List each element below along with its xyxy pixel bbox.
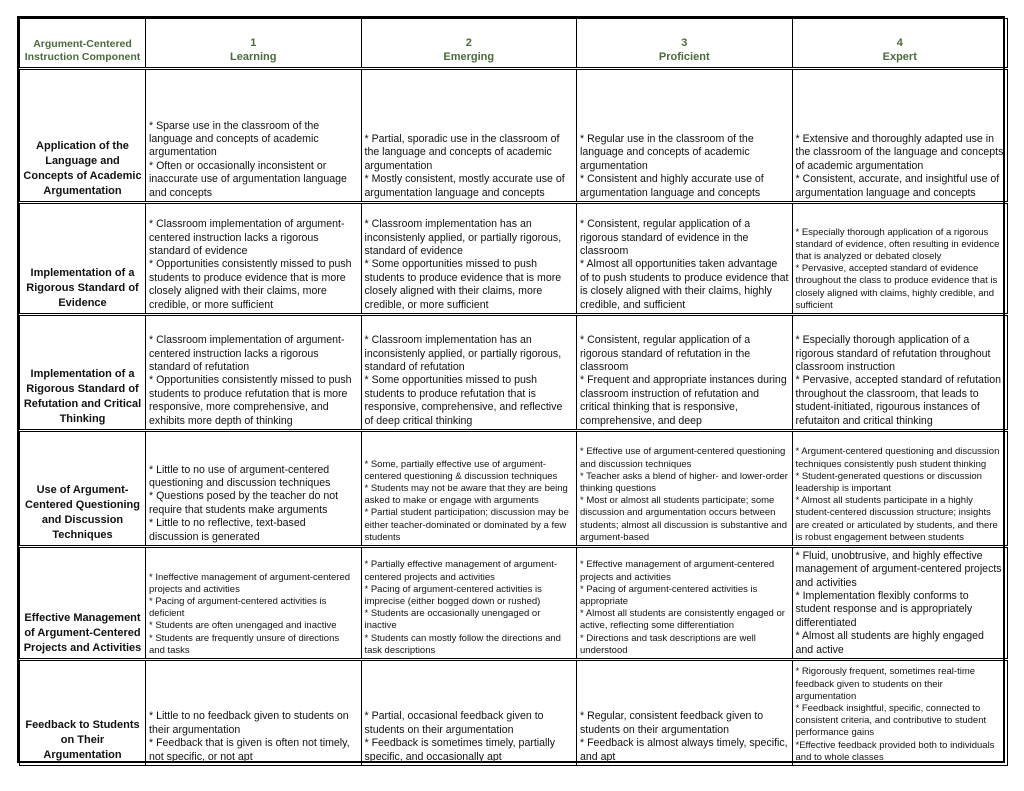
level-name: Expert (882, 50, 917, 63)
cell-text: * Fluid, unobtrusive, and highly effective management of argument-centered projects and activities * Implementation flexibly conforms to student response and is appropriately differentiated * Almost all students are highly engaged and active (795, 549, 1002, 656)
rubric-cell (361, 660, 577, 766)
rubric-cell (792, 69, 1008, 203)
rubric-cell (146, 203, 362, 315)
level-header-2 (361, 19, 577, 69)
cell-text: * Classroom implementation has an inconsistenly applied, or partially rigorous, standard of refutation * Some opportunities missed to push students to produce refutation that is responsive, comprehensive, and reflective of deep critical thinking (364, 334, 563, 427)
level-name: Emerging (443, 50, 495, 63)
rubric-table (19, 18, 1008, 766)
rubric-row-language (20, 69, 1008, 203)
level-number: 3 (681, 36, 688, 49)
rubric-cell (577, 203, 793, 315)
rubric-row-refutation (20, 315, 1008, 431)
rubric-cell (361, 431, 577, 547)
level-header-3 (577, 19, 793, 69)
rubric-cell (146, 660, 362, 766)
rubric-cell (792, 547, 1008, 660)
rubric-row-questioning (20, 431, 1008, 547)
component-label: Use of Argument-Centered Questioning and Discussion Techniques (20, 431, 146, 547)
cell-text: * Rigorously frequent, sometimes real-time feedback given to students on their argumentation * Feedback insightful, specific, connected to consistent criteria, and contributive to student performance gains *Effective feedback provided both to individuals and to whole classes (795, 666, 995, 763)
cell-text: * Consistent, regular application of a rigorous standard of evidence in the classroom * Almost all opportunities taken advantage of to push students to produce evidence that is closely aligned with their claims, highly credible, and sufficient (580, 218, 789, 311)
rubric-cell (792, 203, 1008, 315)
level-number: 1 (250, 36, 257, 49)
rubric-cell (146, 315, 362, 431)
rubric-cell (361, 203, 577, 315)
rubric-cell (146, 431, 362, 547)
cell-text: * Ineffective management of argument-centered projects and activities * Pacing of argument-centered activities is deficient * Students are often unengaged and inactive * Students are frequently unsure of directions and tasks (149, 571, 351, 656)
rubric-cell (577, 315, 793, 431)
rubric-row-feedback (20, 660, 1008, 766)
cell-text: * Classroom implementation of argument-centered instruction lacks a rigorous standard of refutation * Opportunities consistently missed to push students to produce refutation that is more responsive, more comprehensive, and exhibits more depth of thinking (149, 334, 352, 427)
rubric-cell (146, 547, 362, 660)
cell-text: * Sparse use in the classroom of the language and concepts of academic argumentation * Often or occasionally inconsistent or inaccurate use of argumentation language and concepts (149, 119, 347, 199)
component-column-header (20, 19, 146, 69)
rubric-cell (792, 431, 1008, 547)
rubric-cell (361, 315, 577, 431)
component-label: Effective Management of Argument-Centered Projects and Activities (20, 547, 146, 660)
cell-text: * Little to no use of argument-centered questioning and discussion techniques * Questions posed by the teacher do not require that students make arguments * Little to no reflective, text-based discussion is generated (149, 463, 339, 543)
level-number: 2 (465, 36, 472, 49)
rubric-cell (361, 547, 577, 660)
rubric-cell (577, 431, 793, 547)
rubric-cell (792, 315, 1008, 431)
cell-text: * Some, partially effective use of argument-centered questioning & discussion techniques * Students may not be aware that they are being asked to make or engage with arguments * Partial student participation; discussion may be either teacher-dominated or dominated by a few students (364, 458, 569, 543)
rubric-table-frame (17, 16, 1005, 763)
cell-text: * Partially effective management of argument-centered projects and activities * Pacing of argument-centered activities is imprecise (either bogged down or rushed) * Students are occasionally unengaged or inactive * Students can mostly follow the directions and task descriptions (364, 559, 561, 656)
level-number: 4 (896, 36, 903, 49)
rubric-row-management (20, 547, 1008, 660)
level-header-4 (792, 19, 1008, 69)
level-header-1 (146, 19, 362, 69)
cell-text: * Especially thorough application of a rigorous standard of evidence, often resulting in evidence that is analyzed or debated closely * Pervasive, accepted standard of evidence throughout the class to produce evidence that is closely aligned with claims, highly credible, and sufficient (795, 226, 1000, 311)
cell-text: * Partial, sporadic use in the classroom of the language and concepts of academic argumentation * Mostly consistent, mostly accurate use of argumentation language and concepts (364, 132, 565, 199)
cell-text: * Effective use of argument-centered questioning and discussion techniques * Teacher asks a blend of higher- and lower-order thinking questions * Most or almost all students participate; some discussion and argumentation occurs between students; almost all discussion is substantive and argument-based (580, 446, 788, 543)
cell-text: * Regular use in the classroom of the language and concepts of academic argumentation * Consistent and highly accurate use of argumentation language and concepts (580, 132, 764, 199)
cell-text: * Classroom implementation has an inconsistenly applied, or partially rigorous, standard of evidence * Some opportunities missed to push students to produce evidence that is more closely aligned with their claims, more credible, or more sufficient (364, 218, 562, 311)
rubric-cell (577, 660, 793, 766)
rubric-row-evidence (20, 203, 1008, 315)
component-label: Implementation of a Rigorous Standard of Refutation and Critical Thinking (20, 315, 146, 431)
cell-text: * Effective management of argument-centered projects and activities * Pacing of argument-centered activities is appropriate * Almost all students are consistently engaged or active, reflecting some differentiation * Directions and task descriptions are well understood (580, 559, 785, 656)
header-row (20, 19, 1008, 69)
rubric-cell (146, 69, 362, 203)
cell-text: * Regular, consistent feedback given to students on their argumentation * Feedback is almost always timely, specific, and apt (580, 710, 788, 763)
component-label: Implementation of a Rigorous Standard of Evidence (20, 203, 146, 315)
cell-text: * Little to no feedback given to students on their argumentation * Feedback that is given is often not timely, not specific, or not apt (149, 710, 350, 763)
component-label: Feedback to Students on Their Argumentation (20, 660, 146, 766)
component-label: Application of the Language and Concepts of Academic Argumentation (20, 69, 146, 203)
cell-text: * Argument-centered questioning and discussion techniques consistently push student thinking * Student-generated questions or discussion leadership is important * Almost all students participate in a highly student-centered discussion structure; insights are created or articulated by students, and there is robust engagement between students (795, 446, 1000, 543)
component-column-header-text: Argument-Centered Instruction Component (24, 37, 141, 63)
cell-text: * Classroom implementation of argument-centered instruction lacks a rigorous standard of evidence * Opportunities consistently missed to push students to produce evidence that is more closely aligned with their claims, more credible, or more sufficient (149, 218, 352, 311)
cell-text: * Consistent, regular application of a rigorous standard of refutation in the classroom * Frequent and appropriate instances during classroom instruction of refutation and critical thinking that is responsive, comprehensive, and deep (580, 334, 787, 427)
rubric-cell (577, 547, 793, 660)
cell-text: * Especially thorough application of a rigorous standard of refutation throughout classroom instruction * Pervasive, accepted standard of refutation throughout the classroom, that leads to student-initiated, rigourous instances of refutaiton and critical thinking (795, 334, 1002, 427)
cell-text: * Extensive and thoroughly adapted use in the classroom of the language and concepts of academic argumentation * Consistent, accurate, and insightful use of argumentation language and concepts (795, 132, 1004, 199)
level-name: Learning (230, 50, 277, 63)
rubric-cell (792, 660, 1008, 766)
rubric-cell (577, 69, 793, 203)
cell-text: * Partial, occasional feedback given to students on their argumentation * Feedback is sometimes timely, partially specific, and occasionally apt (364, 710, 556, 763)
rubric-cell (361, 69, 577, 203)
level-name: Proficient (658, 50, 710, 63)
